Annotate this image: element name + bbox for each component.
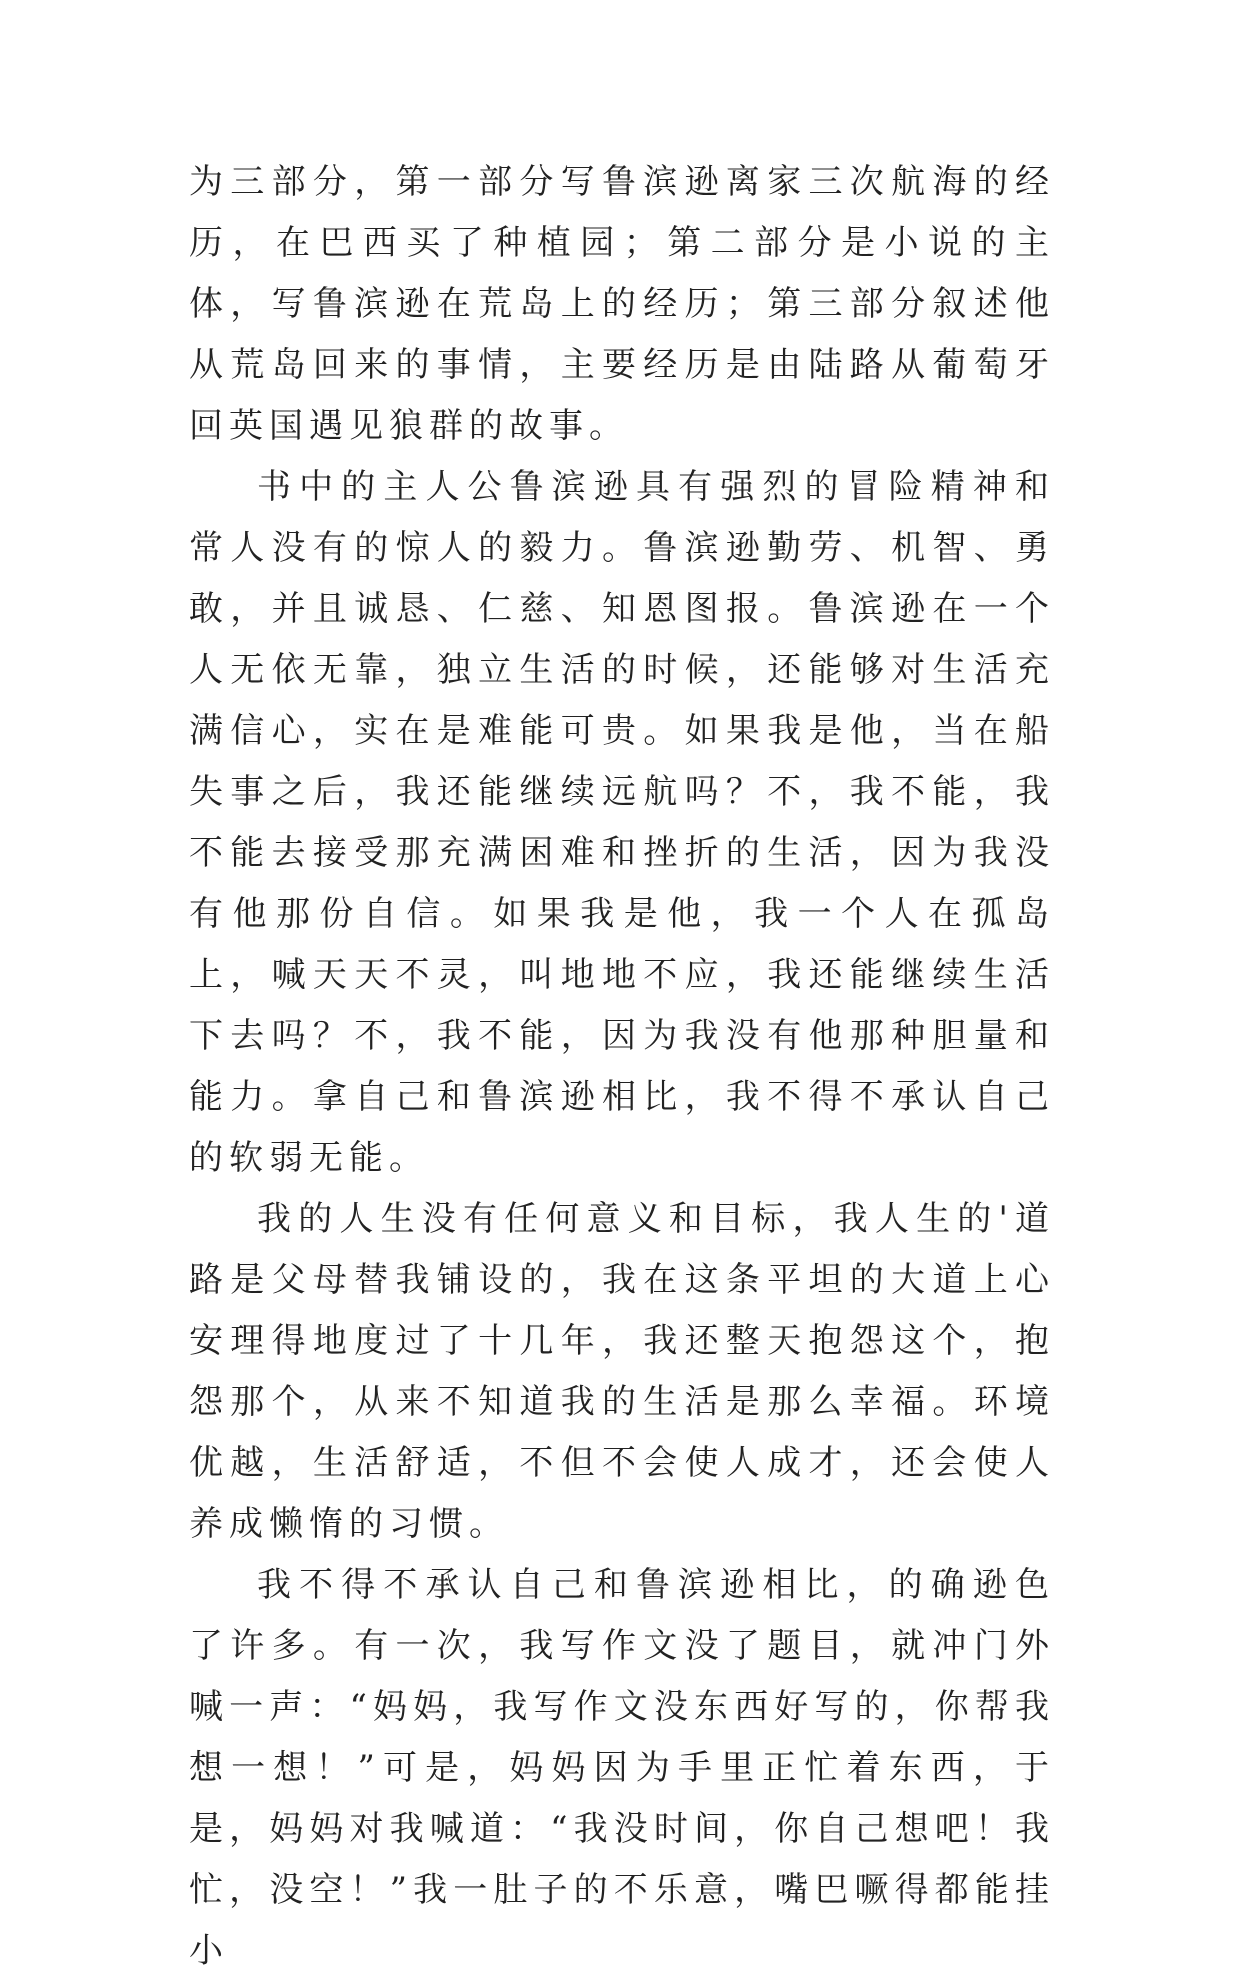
paragraph-4: 我不得不承认自己和鲁滨逊相比，的确逊色了许多。有一次，我写作文没了题目，就冲门外喊一声：“妈妈，我写作文没东西好写的，你帮我想一想！”可是，妈妈因为手里正忙着东西，于是，妈妈对我喊道：“我没时间，你自己想吧！我忙，没空！”我一肚子的不乐意，嘴巴噘得都能挂小 xyxy=(189,1565,1055,1971)
body-text xyxy=(189,152,1055,1982)
paragraph-3: 我的人生没有任何意义和目标，我人生的'道路是父母替我铺设的，我在这条平坦的大道上心安理得地度过了十几年，我还整天抱怨这个，抱怨那个，从来不知道我的生活是那么幸福。环境优越，生活舒适，不但不会使人成才，还会使人养成懒惰的习惯。 xyxy=(189,1199,1055,1544)
paragraph-1: 为三部分，第一部分写鲁滨逊离家三次航海的经历，在巴西买了种植园；第二部分是小说的主体，写鲁滨逊在荒岛上的经历；第三部分叙述他从荒岛回来的事情，主要经历是由陆路从葡萄牙回英国遇见狼群的故事。 xyxy=(189,162,1055,446)
paragraph-2: 书中的主人公鲁滨逊具有强烈的冒险精神和常人没有的惊人的毅力。鲁滨逊勤劳、机智、勇敢，并且诚恳、仁慈、知恩图报。鲁滨逊在一个人无依无靠，独立生活的时候，还能够对生活充满信心，实在是难能可贵。如果我是他，当在船失事之后，我还能继续远航吗？不，我不能，我不能去接受那充满困难和挫折的生活，因为我没有他那份自信。如果我是他，我一个人在孤岛上，喊天天不灵，叫地地不应，我还能继续生活下去吗？不，我不能，因为我没有他那种胆量和能力。拿自己和鲁滨逊相比，我不得不承认自己的软弱无能。 xyxy=(189,467,1055,1178)
